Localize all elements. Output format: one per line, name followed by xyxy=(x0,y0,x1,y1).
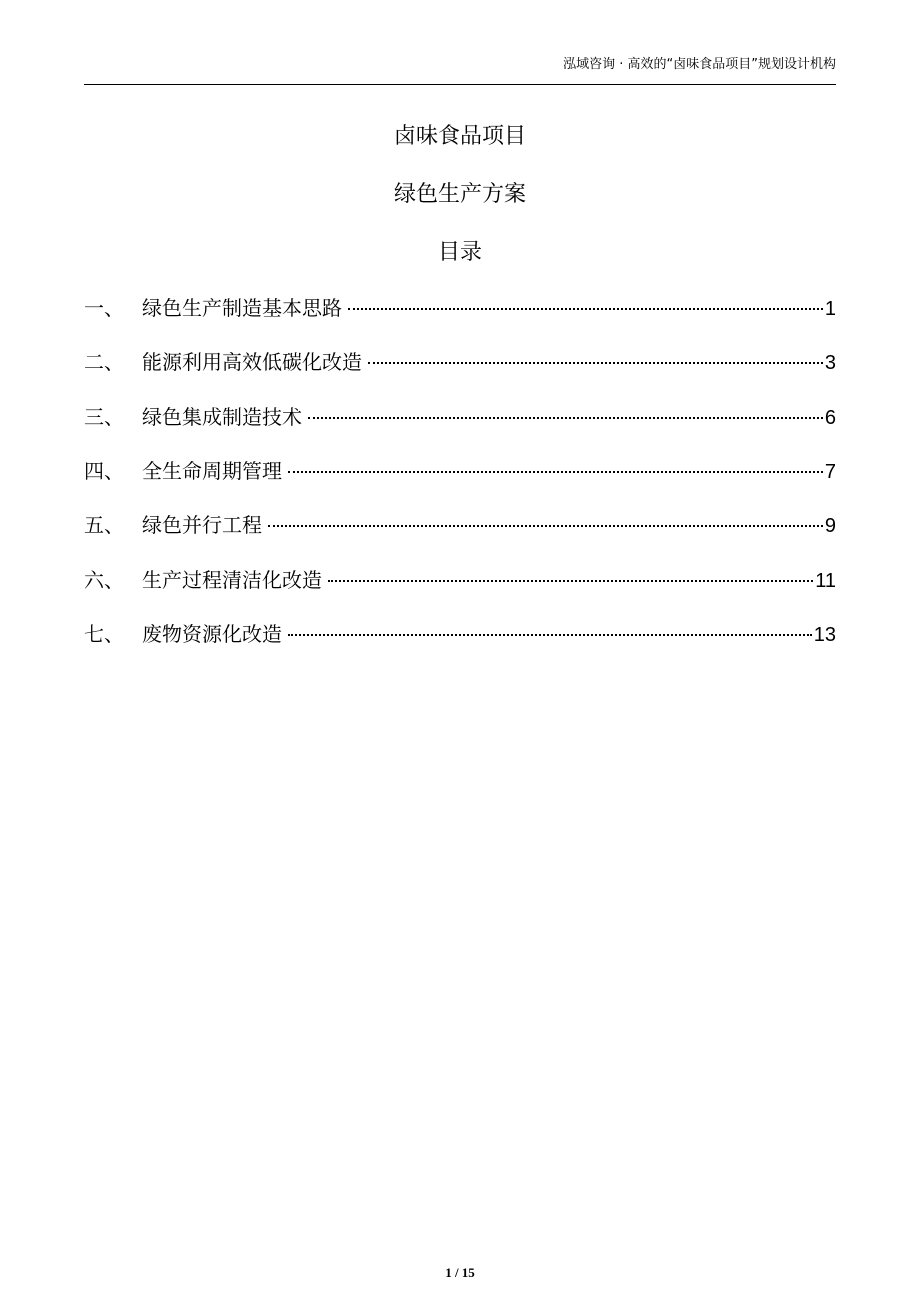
table-of-contents xyxy=(84,292,836,672)
toc-entry-number: 七、 xyxy=(84,621,124,646)
toc-entry-7[interactable] xyxy=(84,618,836,672)
toc-entry-title[interactable]: 废物资源化改造 xyxy=(142,621,282,646)
toc-entry-title[interactable]: 全生命周期管理 xyxy=(142,458,282,483)
toc-entry-page[interactable]: 7 xyxy=(824,460,836,483)
toc-dot-leader xyxy=(328,574,813,582)
toc-entry-4[interactable] xyxy=(84,455,836,509)
running-header: 泓域咨询 · 高效的“卤味食品项目”规划设计机构 xyxy=(563,57,836,72)
toc-entry-number: 六、 xyxy=(84,567,124,592)
toc-dot-leader xyxy=(288,465,823,473)
toc-entry-title[interactable]: 绿色集成制造技术 xyxy=(142,404,302,429)
toc-entry-page[interactable]: 13 xyxy=(813,623,836,646)
toc-dot-leader xyxy=(368,356,823,364)
toc-entry-number: 四、 xyxy=(84,458,124,483)
toc-dot-leader xyxy=(288,628,812,636)
toc-entry-title[interactable]: 绿色并行工程 xyxy=(142,513,262,538)
toc-dot-leader xyxy=(308,411,823,419)
toc-entry-6[interactable] xyxy=(84,564,836,618)
toc-entry-1[interactable] xyxy=(84,292,836,346)
toc-entry-5[interactable] xyxy=(84,509,836,563)
toc-entry-2[interactable] xyxy=(84,346,836,400)
plan-title: 绿色生产方案 xyxy=(393,182,526,207)
toc-entry-title[interactable]: 生产过程清洁化改造 xyxy=(142,567,322,592)
toc-entry-page[interactable]: 6 xyxy=(824,406,836,429)
page-number-footer: 1 / 15 xyxy=(445,1265,475,1280)
toc-entry-page[interactable]: 9 xyxy=(824,515,836,538)
toc-entry-number: 二、 xyxy=(84,350,124,375)
header-divider xyxy=(84,84,836,85)
toc-entry-page[interactable]: 1 xyxy=(824,298,836,320)
toc-entry-number: 三、 xyxy=(84,404,124,429)
project-title: 卤味食品项目 xyxy=(393,124,526,149)
toc-entry-page[interactable]: 11 xyxy=(815,569,836,592)
toc-dot-leader xyxy=(268,519,823,527)
toc-entry-number: 一、 xyxy=(84,296,124,320)
toc-entry-title[interactable]: 绿色生产制造基本思路 xyxy=(142,296,342,320)
toc-entry-3[interactable] xyxy=(84,401,836,455)
toc-dot-leader xyxy=(348,302,823,310)
contents-heading: 目录 xyxy=(437,240,482,265)
toc-entry-page[interactable]: 3 xyxy=(824,352,836,375)
toc-entry-title[interactable]: 能源利用高效低碳化改造 xyxy=(142,350,362,375)
toc-entry-number: 五、 xyxy=(84,513,124,538)
